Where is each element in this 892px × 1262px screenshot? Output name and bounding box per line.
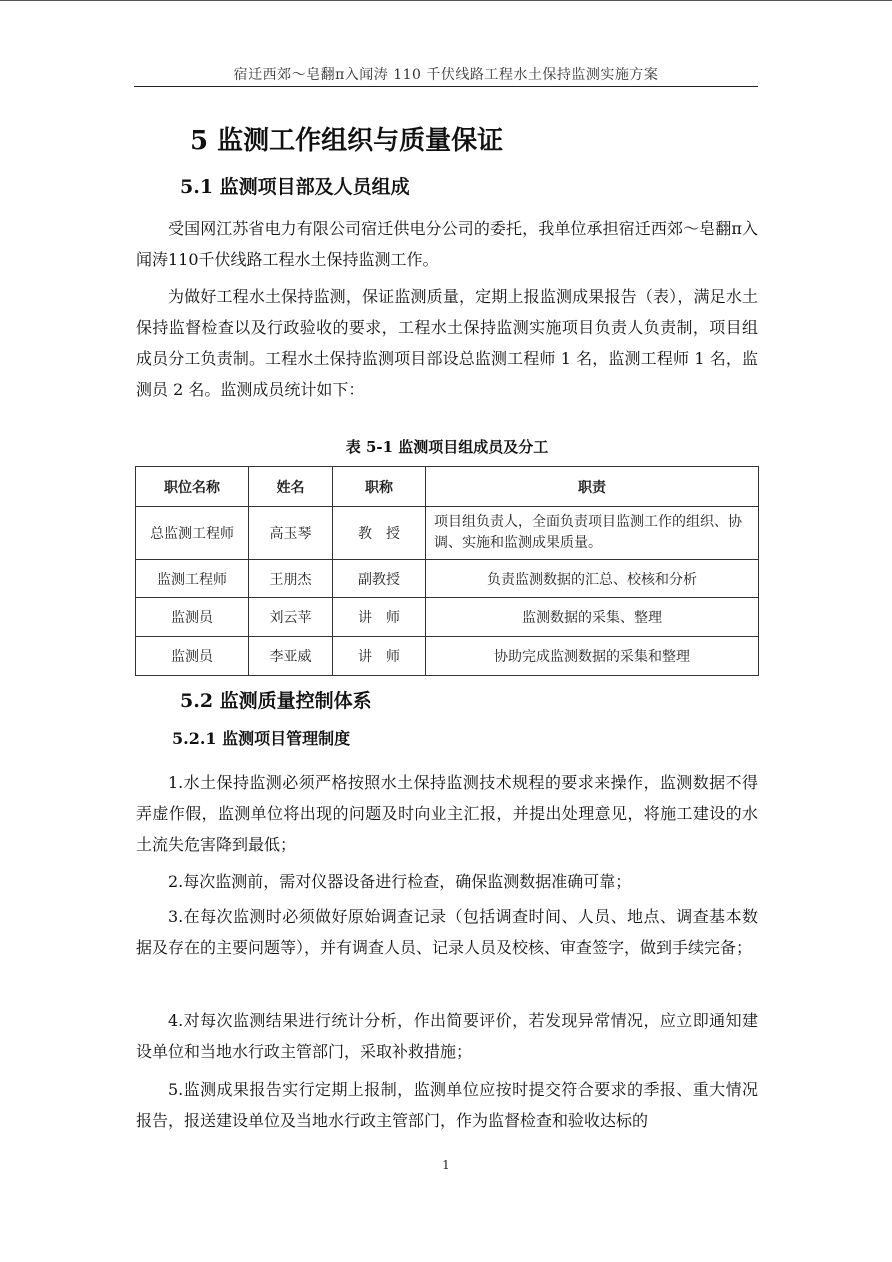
table-row [136,507,759,560]
paragraph: 3.在每次监测时必须做好原始调查记录（包括调查时间、人员、地点、调查基本数据及存在的主要问题等），并有调查人员、记录人员及校核、审查签字，做到手续完备； [136,907,758,957]
table-header-row [136,467,759,507]
column-header: 姓名 [249,467,333,507]
section-title-5-1: 5.1 监测项目部及人员组成 [180,176,410,198]
table-cell: 总监测工程师 [136,507,249,560]
column-header: 职责 [426,467,759,507]
paragraph: 受国网江苏省电力有限公司宿迁供电分公司的委托，我单位承担宿迁西郊～皂翻π入闻涛110千伏线路工程水土保持监测工作。 [136,219,758,269]
staff-table [135,466,759,676]
table-cell: 项目组负责人，全面负责项目监测工作的组织、协调、实施和监测成果质量。 [426,507,759,560]
paragraph: 2.每次监测前，需对仪器设备进行检查，确保监测数据准确可靠； [168,872,632,891]
table-cell: 负责监测数据的汇总、校核和分析 [426,560,759,598]
table-cell: 监测员 [136,598,249,637]
table-cell: 讲 师 [333,637,426,676]
paragraph: 5.监测成果报告实行定期上报制，监测单位应按时提交符合要求的季报、重大情况报告，报送建设单位及当地水行政主管部门，作为监督检查和验收达标的 [136,1080,758,1130]
column-header: 职位名称 [136,467,249,507]
table-cell: 监测工程师 [136,560,249,598]
table-cell: 监测员 [136,637,249,676]
paragraph: 1.水土保持监测必须严格按照水土保持监测技术规程的要求来操作，监测数据不得弄虚作假，监测单位将出现的问题及时向业主汇报，并提出处理意见，将施工建设的水土流失危害降到最低； [136,773,758,854]
table-caption: 表 5-1 监测项目组成员及分工 [345,438,549,456]
table-cell: 刘云苹 [249,598,333,637]
page-top-border [0,0,892,1]
chapter-title: 5 监测工作组织与质量保证 [190,126,504,156]
table-cell: 教 授 [333,507,426,560]
table-cell: 李亚威 [249,637,333,676]
table-cell: 讲 师 [333,598,426,637]
section-title-5-2: 5.2 监测质量控制体系 [180,690,372,712]
running-header: 宿迁西郊～皂翻π入闻涛 110 千伏线路工程水土保持监测实施方案 [233,67,659,83]
table-row [136,637,759,676]
page-number: 1 [442,1158,450,1172]
header-rule [134,86,758,87]
table-cell: 协助完成监测数据的采集和整理 [426,637,759,676]
table-cell: 高玉琴 [249,507,333,560]
column-header: 职称 [333,467,426,507]
table-cell: 监测数据的采集、整理 [426,598,759,637]
table-row [136,560,759,598]
table-cell: 副教授 [333,560,426,598]
paragraph: 4.对每次监测结果进行统计分析，作出简要评价，若发现异常情况，应立即通知建设单位和当地水行政主管部门，采取补救措施； [136,1011,758,1061]
table-row [136,598,759,637]
subsection-title-5-2-1: 5.2.1 监测项目管理制度 [172,729,351,748]
paragraph: 为做好工程水土保持监测，保证监测质量，定期上报监测成果报告（表），满足水土保持监督检查以及行政验收的要求，工程水土保持监测实施项目负责人负责制，项目组成员分工负责制。工程水土保持监测项目部设总监测工程师 1 名，监测工程师 1 名，监测员 2 名。监测成员统计如下： [136,287,758,399]
table-cell: 王朋杰 [249,560,333,598]
